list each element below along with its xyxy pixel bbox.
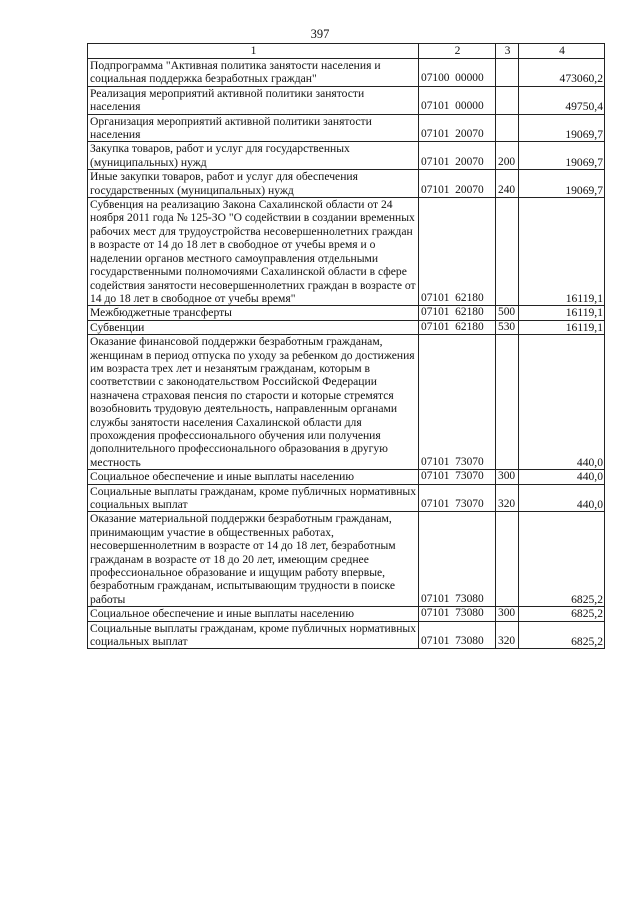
table-row [88,170,605,198]
column-header-3: 3 [496,44,519,59]
row-amount-cell: 19069,7 [519,170,605,198]
table-row [88,470,605,484]
row-type-cell: 240 [496,170,519,198]
row-code-cell: 07101 00000 [419,86,496,114]
row-name-cell: Социальные выплаты гражданам, кроме публичных нормативных социальных выплат [88,484,419,512]
row-name-cell: Межбюджетные трансферты [88,306,419,320]
row-type-cell: 320 [496,621,519,649]
table-row [88,59,605,87]
row-name-cell: Социальное обеспечение и иные выплаты населению [88,470,419,484]
table-row [88,484,605,512]
page-number: 397 [310,27,330,41]
row-type-cell: 300 [496,470,519,484]
table-row [88,335,605,470]
row-amount-cell: 19069,7 [519,142,605,170]
row-code-cell: 07101 73070 [419,484,496,512]
row-name-cell: Субвенция на реализацию Закона Сахалинской области от 24 ноября 2011 года № 125-ЗО "О содействии в создании временных рабочих мест для трудоустройства несовершеннолетних граждан в возрасте от 14 до 18 лет в свободное от учебы время и о наделении органов местного самоуправления отдельными государственными полномочиями Сахалинской области в сфере содействия занятости несовершеннолетних граждан в возрасте от 14 до 18 лет в свободное от учебы время" [88,198,419,306]
row-amount-cell: 16119,1 [519,320,605,334]
row-amount-cell: 19069,7 [519,114,605,142]
row-code-cell: 07101 73080 [419,607,496,621]
row-type-cell [496,198,519,306]
row-amount-cell: 49750,4 [519,86,605,114]
row-type-cell: 320 [496,484,519,512]
row-code-cell: 07101 73070 [419,335,496,470]
row-type-cell [496,114,519,142]
row-amount-cell: 6825,2 [519,621,605,649]
row-name-cell: Иные закупки товаров, работ и услуг для обеспечения государственных (муниципальных) нужд [88,170,419,198]
row-type-cell [496,512,519,607]
budget-table [87,43,605,649]
row-amount-cell: 440,0 [519,335,605,470]
row-name-cell: Закупка товаров, работ и услуг для государственных (муниципальных) нужд [88,142,419,170]
row-name-cell: Подпрограмма "Активная политика занятости населения и социальная поддержка безработных граждан" [88,59,419,87]
column-header-4: 4 [519,44,605,59]
table-header-row [88,44,605,59]
row-name-cell: Социальные выплаты гражданам, кроме публичных нормативных социальных выплат [88,621,419,649]
row-code-cell: 07101 62180 [419,198,496,306]
row-code-cell: 07101 62180 [419,306,496,320]
row-type-cell: 300 [496,607,519,621]
table-row [88,607,605,621]
column-header-1: 1 [88,44,419,59]
row-code-cell: 07100 00000 [419,59,496,87]
row-type-cell [496,335,519,470]
row-name-cell: Оказание материальной поддержки безработным гражданам, принимающим участие в общественных работах, несовершеннолетним в возрасте от 14 до 18 лет, безработным гражданам в возрасте от 18 до 20 лет, имеющим среднее профессиональное образование и ищущим работу впервые, безработным гражданам, испытывающим трудности в поиске работы [88,512,419,607]
table-row [88,114,605,142]
row-code-cell: 07101 62180 [419,320,496,334]
row-type-cell [496,59,519,87]
table-row [88,621,605,649]
row-name-cell: Социальное обеспечение и иные выплаты населению [88,607,419,621]
row-amount-cell: 440,0 [519,484,605,512]
row-code-cell: 07101 20070 [419,114,496,142]
row-amount-cell: 6825,2 [519,512,605,607]
row-amount-cell: 16119,1 [519,198,605,306]
row-code-cell: 07101 73070 [419,470,496,484]
row-code-cell: 07101 73080 [419,621,496,649]
row-amount-cell: 440,0 [519,470,605,484]
row-type-cell: 500 [496,306,519,320]
row-type-cell: 200 [496,142,519,170]
row-code-cell: 07101 20070 [419,142,496,170]
table-row [88,142,605,170]
row-name-cell: Организация мероприятий активной политики занятости населения [88,114,419,142]
table-row [88,306,605,320]
column-header-2: 2 [419,44,496,59]
table-row [88,320,605,334]
row-type-cell: 530 [496,320,519,334]
row-name-cell: Оказание финансовой поддержки безработным гражданам, женщинам в период отпуска по уходу за ребенком до достижения им возраста трех лет и незанятым гражданам, которым в соответствии с законодательством Российской Федерации назначена страховая пенсия по старости и которые стремятся возобновить трудовую деятельность, направленным органами службы занятости населения Сахалинской области для прохождения профессионального обучения или получения дополнительного профессионального образования в другую местность [88,335,419,470]
table-row [88,512,605,607]
row-code-cell: 07101 20070 [419,170,496,198]
row-name-cell: Реализация мероприятий активной политики занятости населения [88,86,419,114]
row-amount-cell: 16119,1 [519,306,605,320]
table-row [88,198,605,306]
row-code-cell: 07101 73080 [419,512,496,607]
row-amount-cell: 473060,2 [519,59,605,87]
table-row [88,86,605,114]
row-amount-cell: 6825,2 [519,607,605,621]
row-name-cell: Субвенции [88,320,419,334]
row-type-cell [496,86,519,114]
